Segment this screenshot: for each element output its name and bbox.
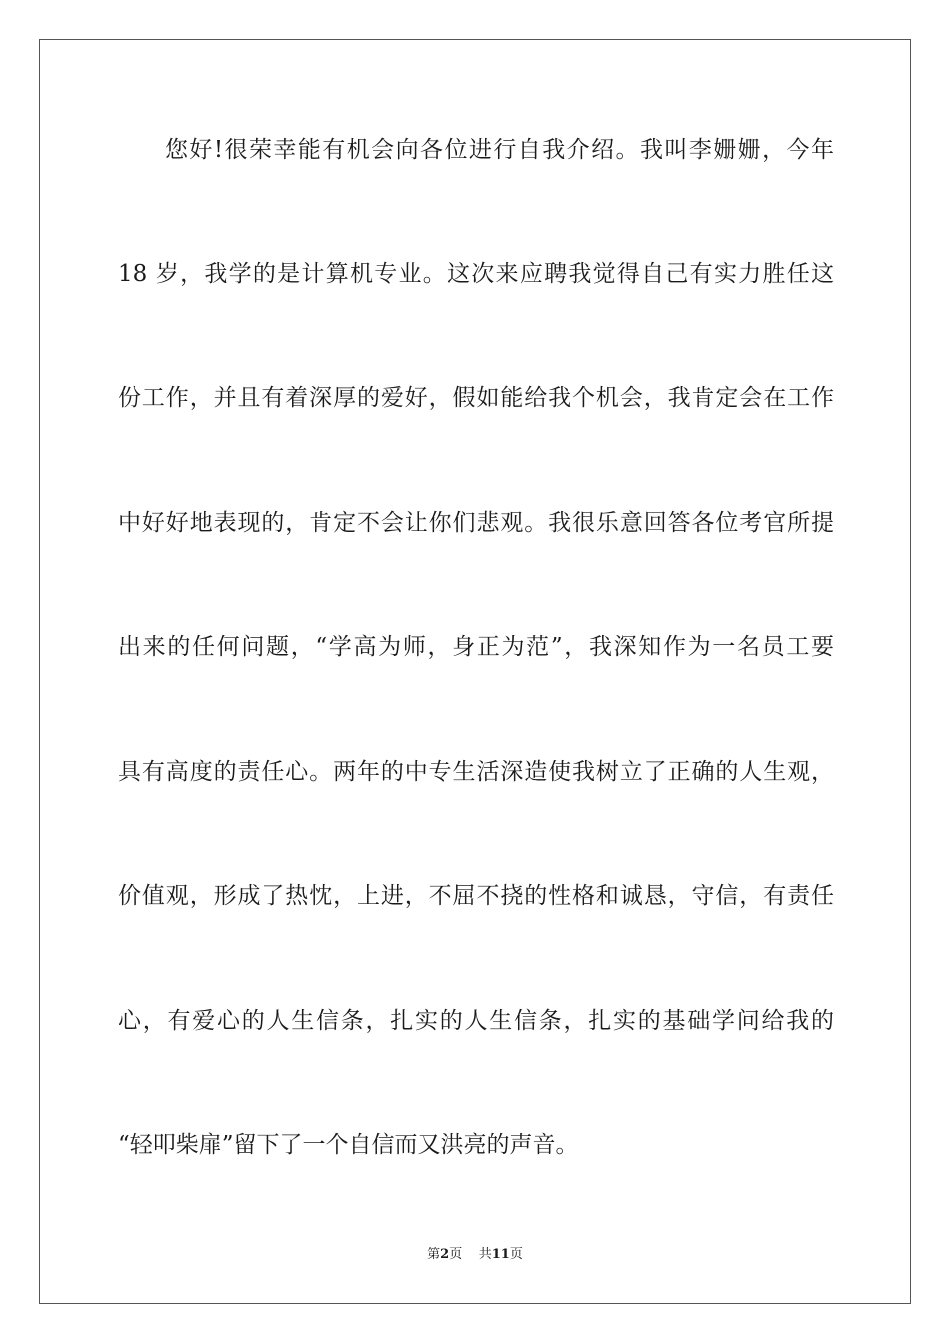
footer-page-prefix: 第 <box>427 1247 441 1262</box>
footer-total-suffix: 页 <box>509 1247 523 1262</box>
paragraph-line-7: 价值观，形成了热忱，上进，不屈不挠的性格和诚恳，守信，有责任 <box>118 883 834 909</box>
footer-page-number: 2 <box>440 1247 450 1262</box>
paragraph-line-9: “轻叩柴扉”留下了一个自信而又洪亮的声音。 <box>118 1132 579 1158</box>
page-footer <box>0 1246 950 1264</box>
page-border <box>39 39 911 1304</box>
paragraph-line-6: 具有高度的责任心。两年的中专生活深造使我树立了正确的人生观， <box>118 759 834 785</box>
paragraph-line-1: 您好!很荣幸能有机会向各位进行自我介绍。我叫李姗姗，今年 <box>165 137 834 163</box>
footer-page-suffix: 页 <box>449 1247 463 1262</box>
footer-total-pages: 11 <box>491 1247 510 1262</box>
paragraph-line-5: 出来的任何问题，“学高为师，身正为范”，我深知作为一名员工要 <box>118 634 834 660</box>
paragraph-line-2: 18 岁，我学的是计算机专业。这次来应聘我觉得自己有实力胜任这 <box>118 261 834 287</box>
footer-total-prefix: 共 <box>478 1247 492 1262</box>
paragraph-line-3: 份工作，并且有着深厚的爱好，假如能给我个机会，我肯定会在工作 <box>118 385 834 411</box>
paragraph-line-4: 中好好地表现的，肯定不会让你们悲观。我很乐意回答各位考官所提 <box>118 510 834 536</box>
paragraph-line-8: 心，有爱心的人生信条，扎实的人生信条，扎实的基础学问给我的 <box>118 1008 834 1034</box>
